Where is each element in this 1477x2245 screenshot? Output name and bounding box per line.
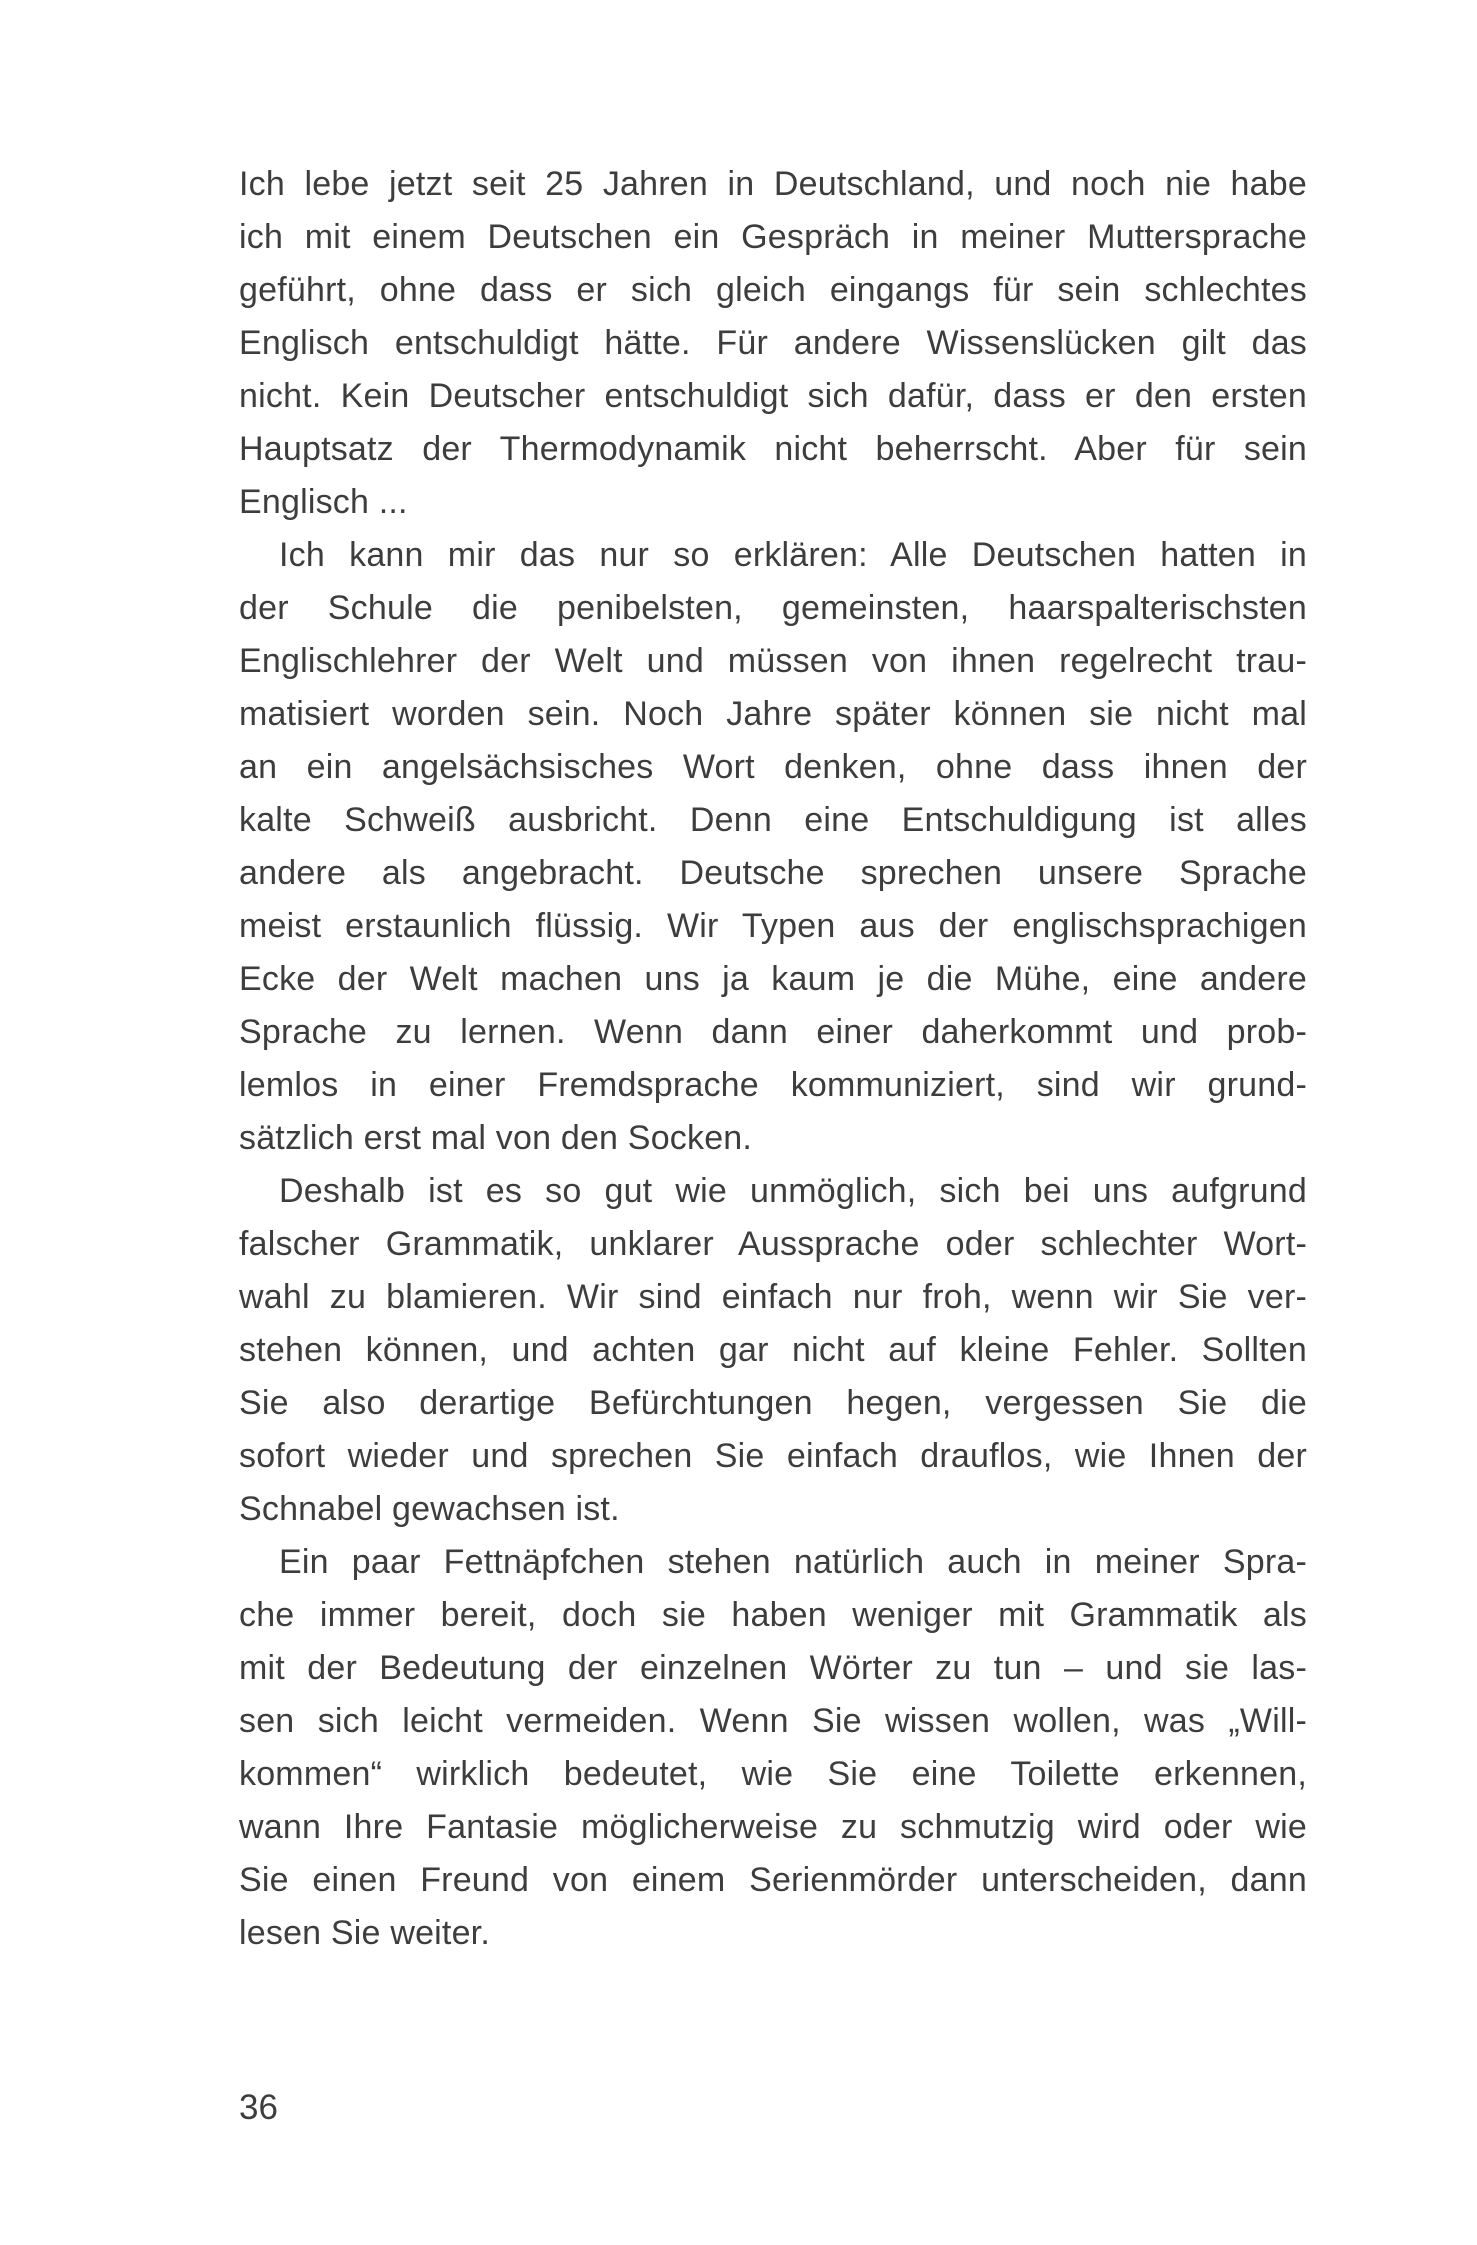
text-line: sofort wieder und sprechen Sie einfach drauflos, wie Ihnen der [239, 1437, 1307, 1475]
text-line: Ein paar Fettnäpfchen stehen natürlich auch in meiner Spra- [279, 1543, 1307, 1581]
text-line: geführt, ohne dass er sich gleich eingangs für sein schlechtes [239, 271, 1307, 309]
paragraph [239, 1165, 1307, 1536]
text-line: meist erstaunlich flüssig. Wir Typen aus der englischsprachigen [239, 907, 1307, 945]
text-line: stehen können, und achten gar nicht auf kleine Fehler. Sollten [239, 1331, 1307, 1369]
text-line: Sprache zu lernen. Wenn dann einer daherkommt und prob- [239, 1013, 1307, 1051]
text-line: Ich kann mir das nur so erklären: Alle Deutschen hatten in [279, 536, 1307, 574]
text-line: Englischlehrer der Welt und müssen von ihnen regelrecht trau- [239, 642, 1307, 680]
paragraph [239, 158, 1307, 529]
text-line: Ecke der Welt machen uns ja kaum je die Mühe, eine andere [239, 960, 1307, 998]
text-line: sätzlich erst mal von den Socken. [239, 1119, 753, 1157]
text-line: der Schule die penibelsten, gemeinsten, haarspalterischsten [239, 589, 1307, 627]
text-line: Englisch ... [239, 483, 408, 521]
page-number: 36 [239, 2088, 278, 2127]
text-line: lesen Sie weiter. [239, 1914, 490, 1952]
text-line: Hauptsatz der Thermodynamik nicht beherrscht. Aber für sein [239, 430, 1307, 468]
text-line: che immer bereit, doch sie haben weniger mit Grammatik als [239, 1596, 1307, 1634]
text-line: lemlos in einer Fremdsprache kommuniziert, sind wir grund- [239, 1066, 1307, 1104]
text-line: falscher Grammatik, unklarer Aussprache oder schlechter Wort- [239, 1225, 1307, 1263]
text-line: Deshalb ist es so gut wie unmöglich, sich bei uns aufgrund [279, 1172, 1307, 1210]
text-block [239, 158, 1307, 1960]
text-line: wann Ihre Fantasie möglicherweise zu schmutzig wird oder wie [239, 1808, 1307, 1846]
text-line: wahl zu blamieren. Wir sind einfach nur froh, wenn wir Sie ver- [239, 1278, 1307, 1316]
text-line: Ich lebe jetzt seit 25 Jahren in Deutschland, und noch nie habe [239, 165, 1307, 203]
text-line: sen sich leicht vermeiden. Wenn Sie wissen wollen, was „Will- [239, 1702, 1307, 1740]
text-line: ich mit einem Deutschen ein Gespräch in meiner Muttersprache [239, 218, 1307, 256]
text-line: mit der Bedeutung der einzelnen Wörter zu tun – und sie las- [239, 1649, 1307, 1687]
text-line: nicht. Kein Deutscher entschuldigt sich dafür, dass er den ersten [239, 377, 1307, 415]
text-line: matisiert worden sein. Noch Jahre später können sie nicht mal [239, 695, 1307, 733]
text-line: Sie einen Freund von einem Serienmörder unterscheiden, dann [239, 1861, 1307, 1899]
text-line: andere als angebracht. Deutsche sprechen unsere Sprache [239, 854, 1307, 892]
text-line: an ein angelsächsisches Wort denken, ohne dass ihnen der [239, 748, 1307, 786]
text-line: Schnabel gewachsen ist. [239, 1490, 620, 1528]
text-line: Englisch entschuldigt hätte. Für andere Wissenslücken gilt das [239, 324, 1307, 362]
text-line: kalte Schweiß ausbricht. Denn eine Entschuldigung ist alles [239, 801, 1307, 839]
paragraph [239, 529, 1307, 1165]
text-line: Sie also derartige Befürchtungen hegen, vergessen Sie die [239, 1384, 1307, 1422]
paragraph [239, 1536, 1307, 1960]
text-line: kommen“ wirklich bedeutet, wie Sie eine Toilette erkennen, [239, 1755, 1307, 1793]
